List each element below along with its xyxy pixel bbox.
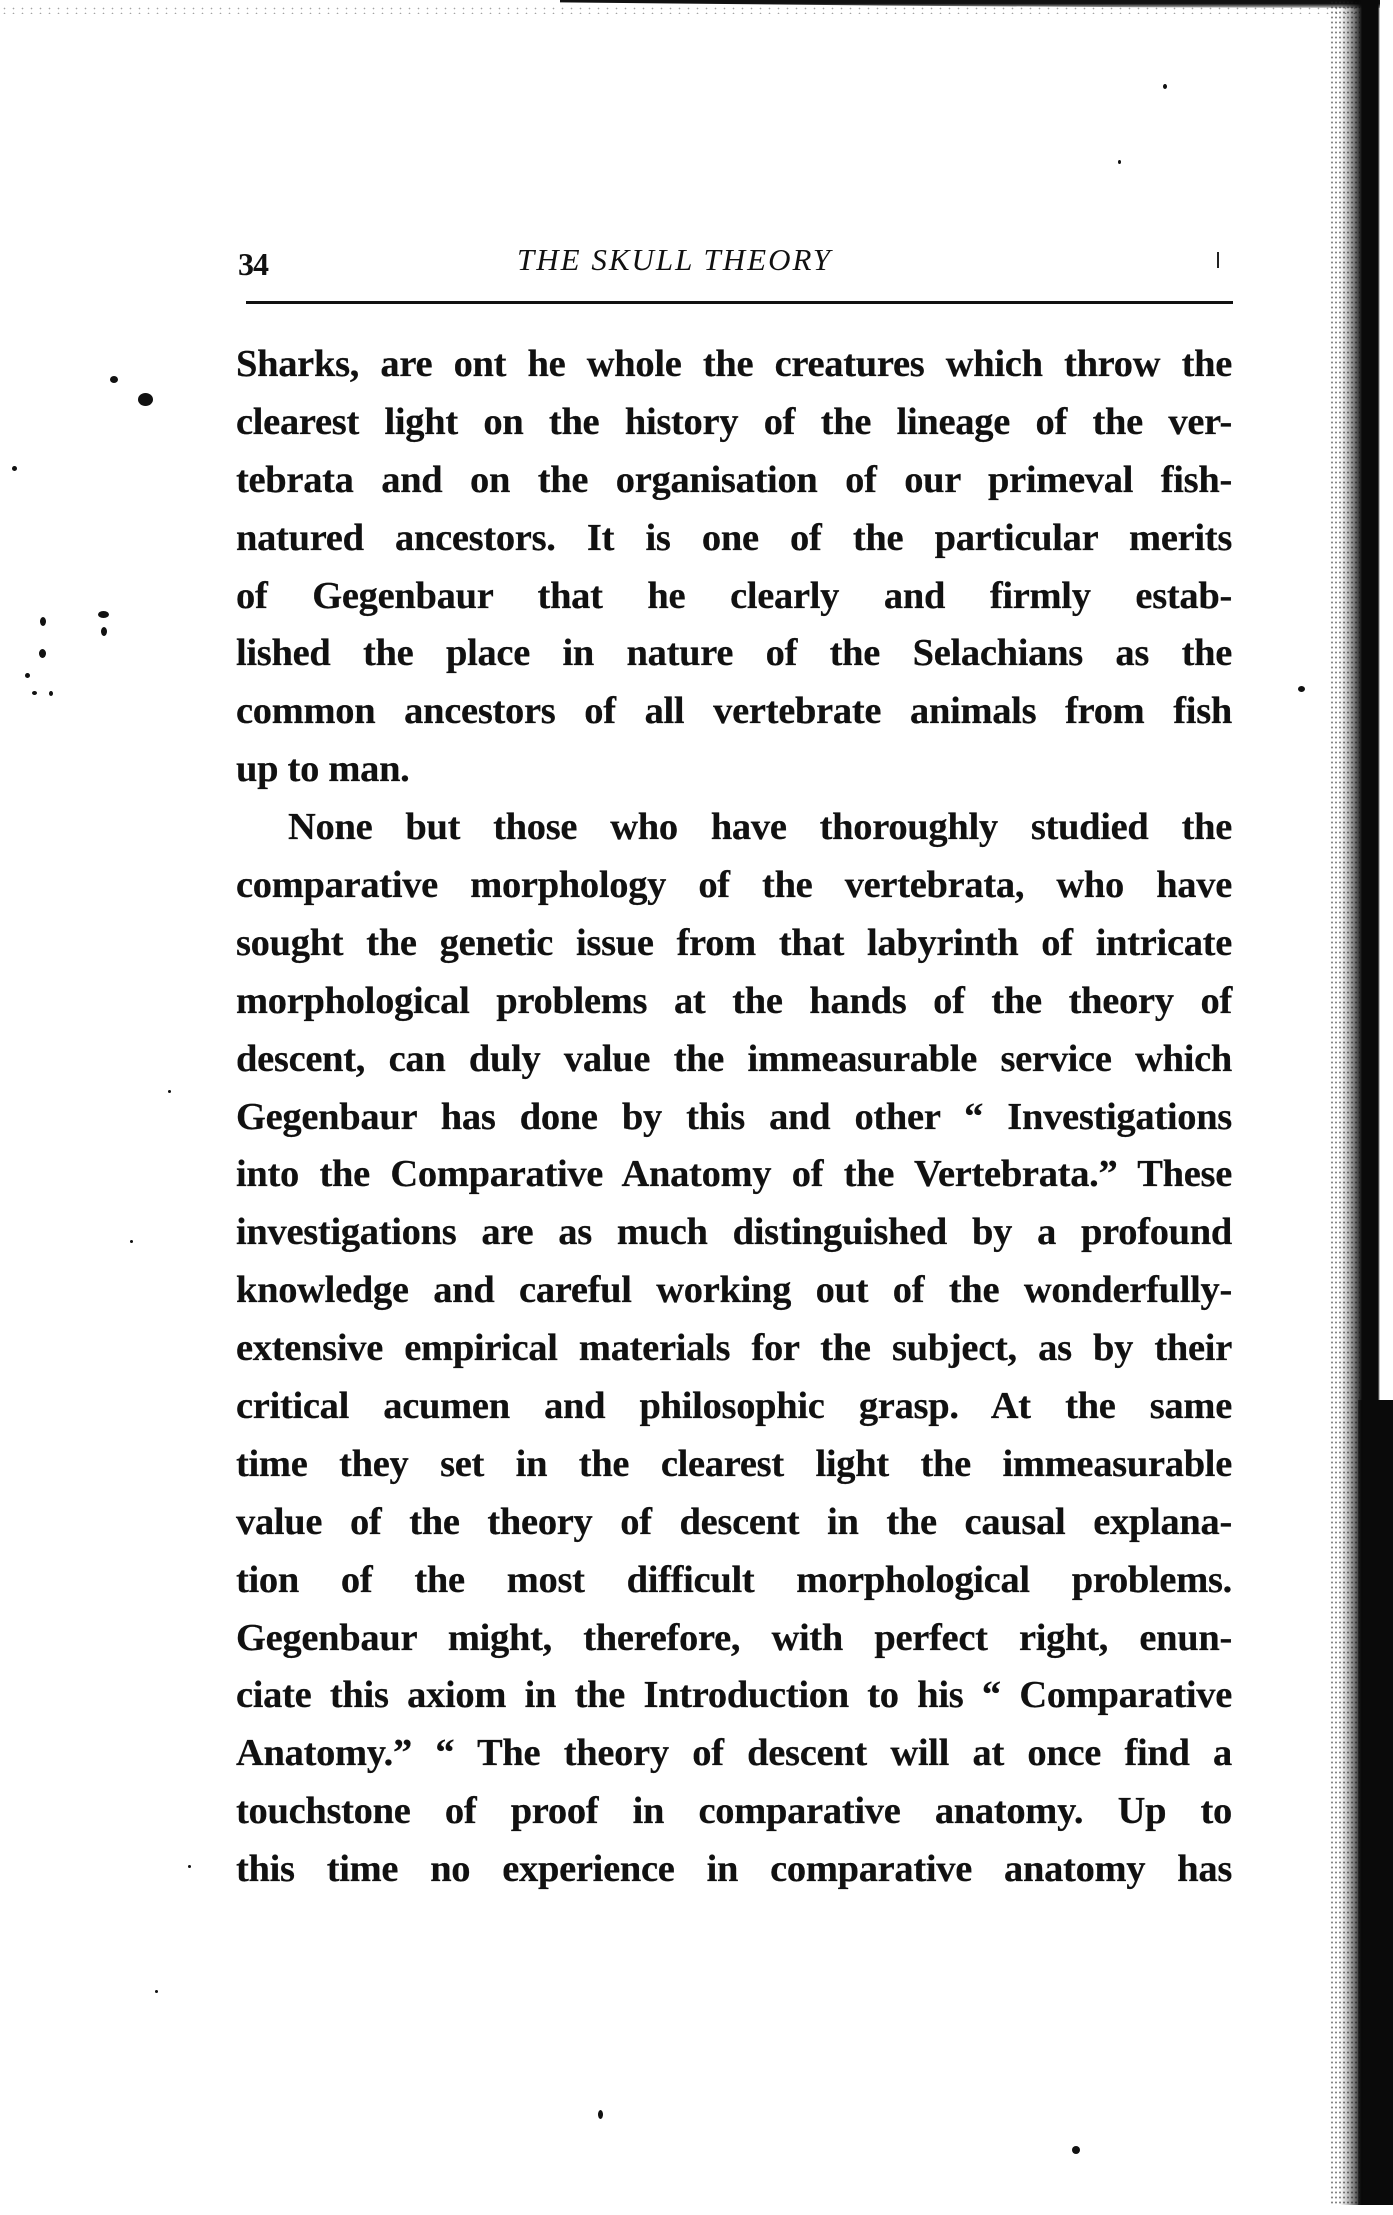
header-rule bbox=[246, 301, 1233, 304]
ink-speck bbox=[39, 649, 46, 658]
text-line: Gegenbaur has done by this and other “ Investigations bbox=[236, 1095, 1232, 1138]
text-line: this time no experience in comparative anatomy has bbox=[236, 1848, 1232, 1891]
ink-speck bbox=[598, 2110, 603, 2119]
text-line: knowledge and careful working out of the wonderfully- bbox=[236, 1269, 1232, 1312]
text-line: lished the place in nature of the Selachians as the bbox=[236, 632, 1232, 675]
text-line: None but those who have thoroughly studied the bbox=[288, 806, 1232, 849]
text-line: tebrata and on the organisation of our primeval fish- bbox=[236, 458, 1232, 501]
text-line: morphological problems at the hands of the theory of bbox=[236, 979, 1232, 1022]
ink-speck bbox=[98, 611, 109, 618]
body-text bbox=[236, 336, 1232, 1899]
ink-speck bbox=[40, 617, 46, 626]
text-line: critical acumen and philosophic grasp. At the same bbox=[236, 1385, 1232, 1428]
text-line: extensive empirical materials for the subject, as by their bbox=[236, 1327, 1232, 1370]
header-stray-mark bbox=[1217, 252, 1219, 268]
text-line: natured ancestors. It is one of the particular merits bbox=[236, 516, 1232, 559]
ink-speck bbox=[1163, 84, 1167, 89]
ink-speck bbox=[1072, 2146, 1080, 2154]
ink-speck bbox=[32, 691, 37, 695]
text-line: Anatomy.” “ The theory of descent will at once find a bbox=[236, 1732, 1232, 1775]
text-line: tion of the most difficult morphological problems. bbox=[236, 1558, 1232, 1601]
ink-speck bbox=[25, 673, 30, 678]
text-line: comparative morphology of the vertebrata, who have bbox=[236, 864, 1232, 907]
text-line: value of the theory of descent in the causal explana- bbox=[236, 1500, 1232, 1543]
ink-speck bbox=[1298, 686, 1305, 692]
ink-speck bbox=[101, 627, 107, 636]
paragraph-1 bbox=[236, 336, 1232, 799]
ink-speck bbox=[155, 1990, 158, 1993]
page-number: 34 bbox=[238, 246, 268, 282]
text-line: into the Comparative Anatomy of the Vertebrata.” These bbox=[236, 1153, 1232, 1196]
ink-speck bbox=[49, 691, 53, 696]
text-line: common ancestors of all vertebrate animals from fish bbox=[236, 690, 1232, 733]
page-top-edge-noise bbox=[0, 6, 1360, 14]
ink-speck bbox=[168, 1090, 171, 1093]
ink-speck bbox=[130, 1240, 133, 1243]
text-line: touchstone of proof in comparative anatomy. Up to bbox=[236, 1790, 1232, 1833]
ink-speck bbox=[188, 1865, 191, 1868]
page-binding-shadow-lower bbox=[1358, 1400, 1393, 2205]
text-line: descent, can duly value the immeasurable service which bbox=[236, 1037, 1232, 1080]
text-line: sought the genetic issue from that labyrinth of intricate bbox=[236, 921, 1232, 964]
text-line: up to man. bbox=[236, 748, 410, 791]
paragraph-2 bbox=[236, 799, 1232, 1899]
ink-speck bbox=[12, 466, 17, 471]
text-line: of Gegenbaur that he clearly and firmly estab- bbox=[236, 574, 1232, 617]
ink-speck bbox=[138, 393, 153, 406]
text-line: investigations are as much distinguished by a profound bbox=[236, 1211, 1232, 1254]
text-line: Gegenbaur might, therefore, with perfect right, enun- bbox=[236, 1616, 1232, 1659]
ink-speck bbox=[110, 376, 118, 383]
text-line: ciate this axiom in the Introduction to his “ Comparative bbox=[236, 1674, 1232, 1717]
text-line: time they set in the clearest light the immeasurable bbox=[236, 1442, 1232, 1485]
text-line: Sharks, are ont he whole the creatures which throw the bbox=[236, 343, 1232, 385]
text-line: clearest light on the history of the lineage of the ver- bbox=[236, 400, 1232, 443]
ink-speck bbox=[1118, 160, 1121, 164]
running-title: THE SKULL THEORY bbox=[517, 242, 833, 277]
